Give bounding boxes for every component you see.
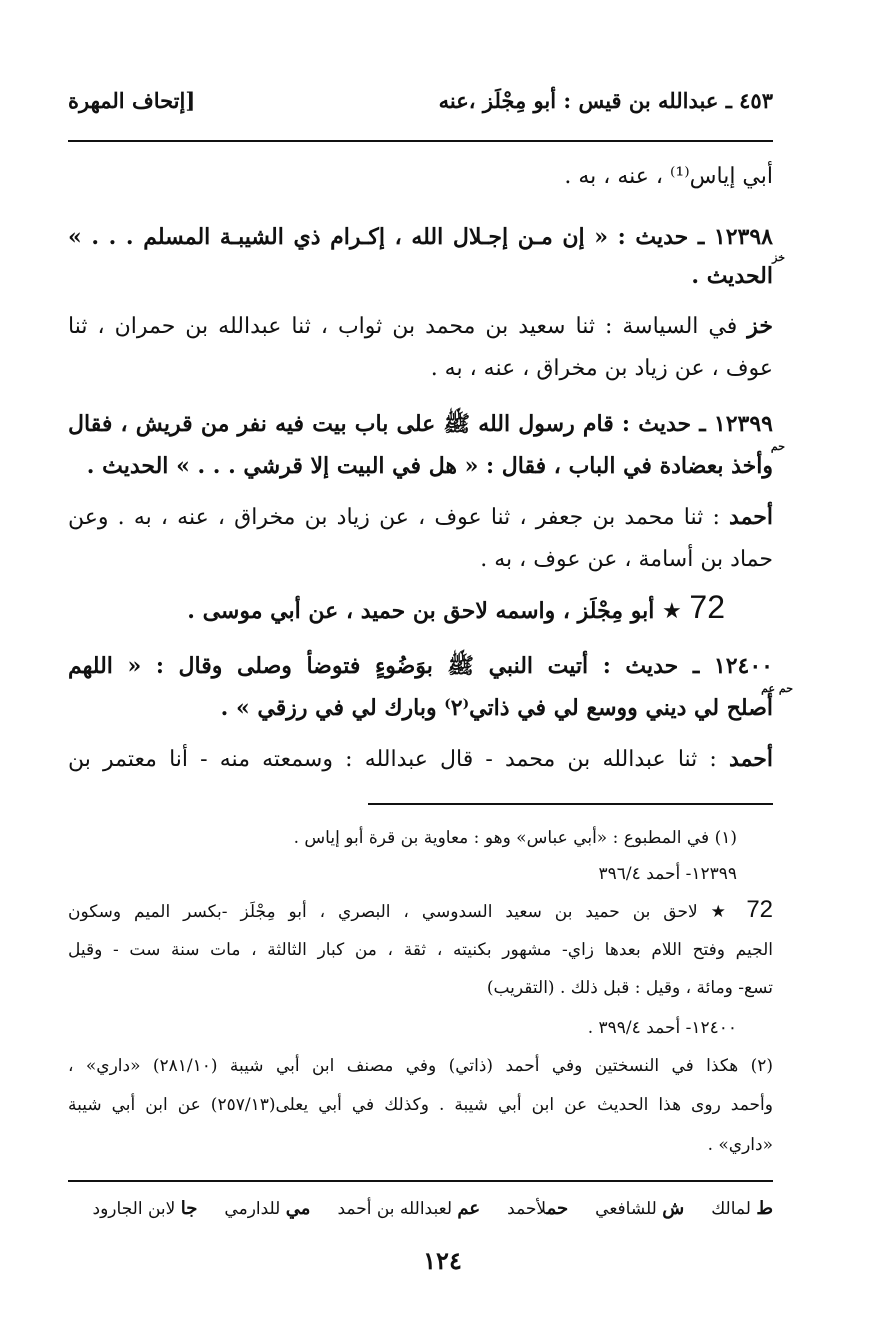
footnote-ref-12400: ١٢٤٠٠- أحمد ٣٩٩/٤ . (587, 1018, 737, 1038)
section-number: 72 (689, 589, 725, 625)
footnote-72-line-2: الجيم وفتح اللام بعدها زاي- مشهور بكنيته ، ثقة ، من كبار الثالثة ، مات سنة ست - وقيل (68, 940, 773, 960)
running-header-title: ٤٥٣ ـ عبدالله بن قيس : أبو مِجْلَز ،عنه (438, 88, 773, 113)
symbol-item: مي للدارمي (224, 1198, 311, 1219)
text-line: أبي إياس⁽¹⁾ ، عنه ، به . (564, 164, 773, 189)
symbol-item: ش للشافعي (595, 1198, 685, 1219)
symbol-item: عم لعبدالله بن أحمد (337, 1198, 481, 1219)
hadith-12400-line-1: ١٢٤٠٠ ـ حديث : أتيت النبي ﷺ بوَضُوءٍ فتوضأ وصلى وقال : « اللهم (68, 653, 773, 679)
footnote-2-line-3: «داري» . (707, 1135, 773, 1155)
symbol-item: ط لمالك (711, 1198, 773, 1219)
source-marker: خز (772, 251, 785, 264)
footnote-ref-12399: ١٢٣٩٩- أحمد ٣٩٦/٤ (598, 864, 737, 884)
source-marker: حم عم (761, 682, 793, 695)
running-header-book: [إتحاف المهرة (68, 88, 196, 113)
footnote-2-line-2: وأحمد روى هذا الحديث عن ابن أبي شيبة . وكذلك في أبي يعلى(٢٥٧/١٣) عن ابن أبي شيبة (68, 1095, 773, 1115)
hadith-12400-line-2: أصلح لي ديني ووسع لي في ذاتي⁽٢⁾ وبارك لي في رزقي » . (220, 695, 773, 721)
source-marker: حم (770, 440, 785, 453)
chain-line: خز في السياسة : ثنا سعيد بن محمد بن ثواب ، ثنا عبدالله بن حمران ، ثنا (68, 313, 773, 339)
footnote-1: (١) في المطبوع : «أبي عباس» وهو : معاوية بن قرة أبو إياس . (293, 828, 737, 848)
chain-line: أحمد : ثنا محمد بن جعفر ، ثنا عوف ، عن زياد بن مخراق ، عنه ، به . وعن (68, 504, 773, 530)
star-icon: ★ (710, 902, 734, 922)
footnote-72-line-3: تسع- ومائة ، وقيل : قبل ذلك . (التقريب) (486, 978, 773, 998)
hadith-12399-line-1: ١٢٣٩٩ ـ حديث : قام رسول الله ﷺ على باب بيت فيه نفر من قريش ، فقال (68, 411, 773, 437)
hadith-12398-line-2: الحديث . (691, 263, 773, 289)
page-number: ١٢٤ (423, 1246, 462, 1275)
hadith-12398-line-1: ١٢٣٩٨ ـ حديث : « إن مـن إجـلال الله ، إكـرام ذي الشيبـة المسلم . . . » (68, 224, 773, 250)
chain-line: حماد بن أسامة ، عن عوف ، به . (480, 547, 773, 572)
symbols-key (93, 1197, 773, 1221)
chain-line: عوف ، عن زياد بن مخراق ، عنه ، به . (430, 356, 773, 381)
chain-line: أحمد : ثنا عبدالله بن محمد - قال عبدالله : وسمعته منه - أنا معتمر بن (68, 746, 773, 772)
hadith-number: ١٢٣٩٨ (713, 224, 773, 250)
symbol-item: حملأحمد (507, 1198, 569, 1219)
section-72-heading: 72 ★ أبو مِجْلَز ، واسمه لاحق بن حميد ، عن أبي موسى . (187, 589, 725, 625)
hadith-12399-line-2: وأخذ بعضادة في الباب ، فقال : « هل في البيت إلا قرشي . . . » الحديث . (86, 453, 773, 479)
footnote-rule (368, 803, 773, 805)
header-rule (68, 140, 773, 142)
footnote-2-line-1: (٢) هكذا في النسختين وفي أحمد (ذاتي) وفي مصنف ابن أبي شيبة (٢٨١/١٠) «داري» ، (68, 1056, 773, 1076)
symbol-item: جا لابن الجارود (92, 1198, 198, 1219)
symbols-rule (68, 1180, 773, 1182)
footnote-72-line-1: 72 ★ لاحق بن حميد بن سعيد السدوسي ، البصري ، أبو مِجْلَز -بكسر الميم وسكون (68, 896, 774, 923)
star-icon: ★ (662, 599, 682, 624)
